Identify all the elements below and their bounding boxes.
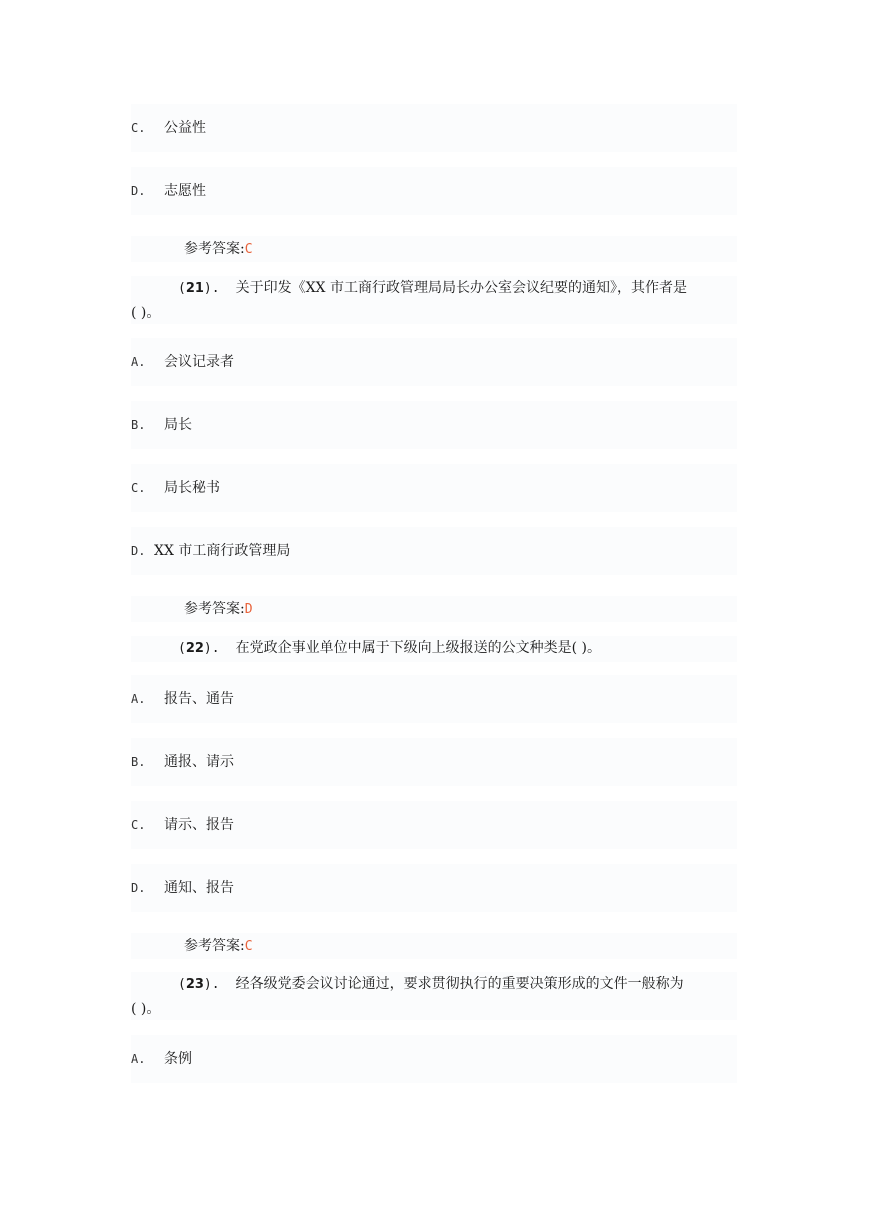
answer-label: 参考答案: [184, 241, 245, 257]
option-text: 公益性 [164, 120, 206, 136]
option-letter: C. [131, 121, 146, 135]
option-letter: A. [131, 355, 146, 369]
option-b [131, 738, 737, 786]
question-text-cont: ( )。 [131, 1001, 161, 1017]
question-number: (21). [178, 281, 220, 296]
answer-label: 参考答案: [184, 601, 245, 617]
question-text: 在党政企事业单位中属于下级向上级报送的公文种类是( )。 [235, 640, 601, 656]
answer-value: C [244, 939, 253, 954]
option-a [131, 338, 737, 386]
option-d [131, 167, 737, 215]
option-letter: B. [131, 755, 146, 769]
question-22 [131, 636, 737, 662]
question-21 [131, 276, 737, 324]
question-number: (23). [178, 977, 220, 992]
option-text: 局长秘书 [164, 480, 220, 496]
question-text-cont: ( )。 [131, 305, 161, 321]
option-letter: C. [131, 818, 146, 832]
answer-label: 参考答案: [184, 938, 245, 954]
question-text: 关于印发《XX 市工商行政管理局局长办公室会议纪要的通知》，其作者是 [235, 280, 687, 296]
reference-answer [131, 236, 737, 262]
option-a [131, 675, 737, 723]
option-d [131, 864, 737, 912]
option-letter: D. [131, 184, 146, 198]
option-letter: A. [131, 692, 146, 706]
option-letter: C. [131, 481, 146, 495]
option-text: 请示、报告 [164, 817, 234, 833]
option-text: 报告、通告 [164, 691, 234, 707]
option-text: 会议记录者 [164, 354, 234, 370]
option-text: 通知、报告 [164, 880, 234, 896]
option-letter: D. [131, 881, 146, 895]
reference-answer [131, 596, 737, 622]
option-letter: D. [131, 544, 146, 558]
option-text: 局长 [164, 417, 192, 433]
option-c [131, 464, 737, 512]
answer-value: D [244, 602, 253, 617]
question-text: 经各级党委会议讨论通过，要求贯彻执行的重要决策形成的文件一般称为 [235, 976, 684, 992]
option-c [131, 104, 737, 152]
option-text: 志愿性 [164, 183, 206, 199]
option-text: 条例 [164, 1051, 192, 1067]
option-letter: B. [131, 418, 146, 432]
option-d [131, 527, 737, 575]
option-letter: A. [131, 1052, 146, 1066]
option-a [131, 1035, 737, 1083]
answer-value: C [244, 242, 253, 257]
reference-answer [131, 933, 737, 959]
option-text: XX 市工商行政管理局 [154, 543, 291, 559]
question-number: (22). [178, 641, 220, 656]
question-23 [131, 972, 737, 1020]
option-c [131, 801, 737, 849]
option-b [131, 401, 737, 449]
option-text: 通报、请示 [164, 754, 234, 770]
